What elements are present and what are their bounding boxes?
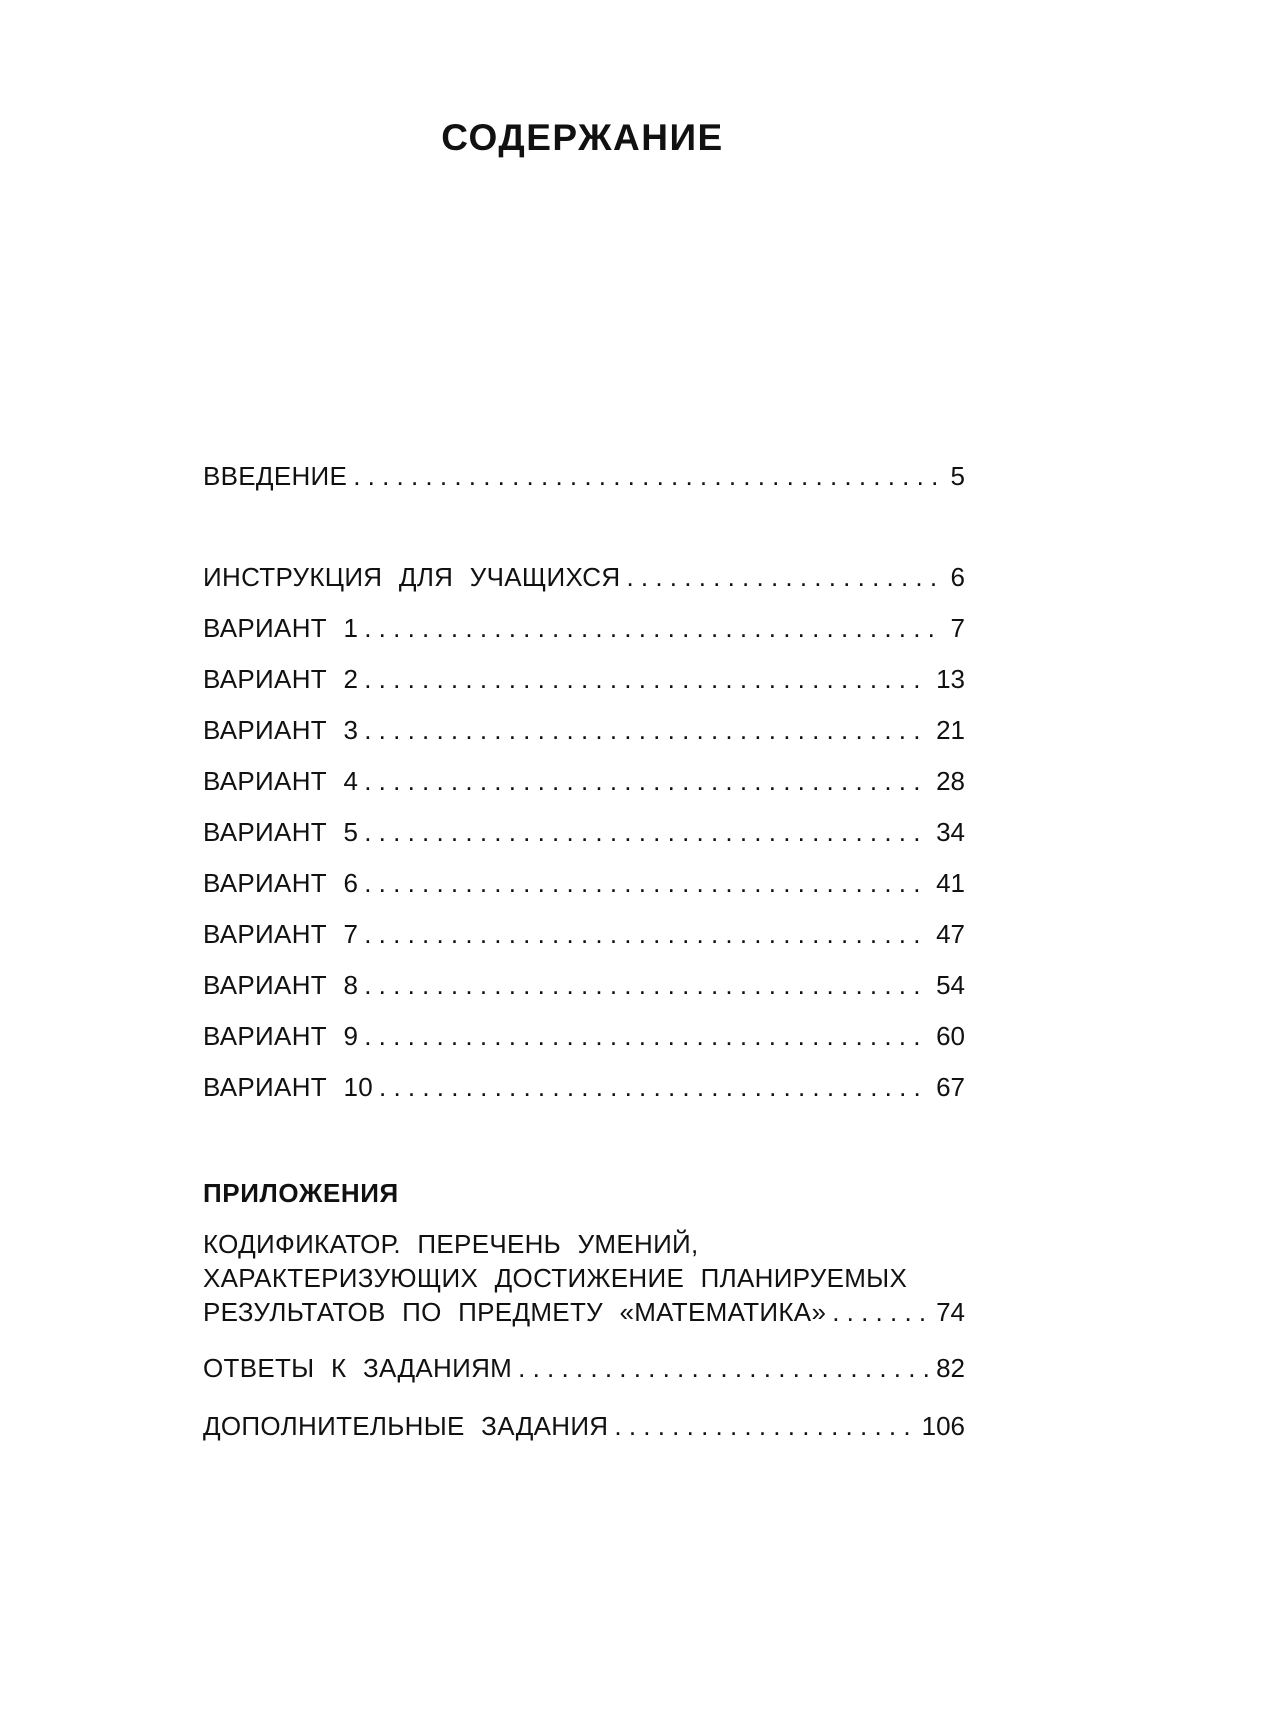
toc-entry-page: 28	[936, 766, 965, 796]
toc-entry-codifier[interactable]	[203, 1296, 965, 1328]
dot-leader	[358, 663, 930, 695]
toc-entry-codifier-line-1: КОДИФИКАТОР. ПЕРЕЧЕНЬ УМЕНИЙ,	[203, 1229, 699, 1259]
toc-entry-page: 47	[936, 919, 965, 949]
dot-leader	[512, 1352, 930, 1384]
toc-entry-label: ВАРИАНТ 7	[203, 919, 359, 949]
toc-entry-introduction[interactable]	[203, 460, 965, 492]
dot-leader	[358, 918, 930, 950]
toc-entry-page: 7	[950, 613, 965, 643]
toc-entry-label: РЕЗУЛЬТАТОВ ПО ПРЕДМЕТУ «МАТЕМАТИКА»	[203, 1297, 827, 1327]
toc-entry-additional-tasks[interactable]	[203, 1410, 965, 1442]
dot-leader	[347, 460, 937, 492]
toc-entry-variant-2[interactable]	[203, 663, 965, 695]
dot-leader	[373, 1071, 930, 1103]
toc-entry-page: 21	[936, 715, 965, 745]
toc-entry-variant-5[interactable]	[203, 816, 965, 848]
toc-entry-label: ВАРИАНТ 9	[203, 1021, 359, 1051]
toc-entry-label: ВАРИАНТ 1	[203, 613, 359, 643]
dot-leader	[358, 867, 930, 899]
toc-entry-label: ВАРИАНТ 6	[203, 868, 359, 898]
toc-entry-page: 5	[950, 461, 965, 491]
toc-entry-label: ВАРИАНТ 2	[203, 664, 359, 694]
toc-entry-page: 6	[950, 562, 965, 592]
toc-entry-page: 82	[936, 1353, 965, 1383]
toc-entry-variant-7[interactable]	[203, 918, 965, 950]
toc-entry-page: 41	[936, 868, 965, 898]
dot-leader	[620, 561, 937, 593]
toc-entry-variant-3[interactable]	[203, 714, 965, 746]
dot-leader	[358, 765, 930, 797]
toc-entry-page: 60	[936, 1021, 965, 1051]
toc-entry-variant-8[interactable]	[203, 969, 965, 1001]
toc-entry-label: ВАРИАНТ 5	[203, 817, 359, 847]
toc-entry-answers[interactable]	[203, 1352, 965, 1384]
toc-entry-label: ВАРИАНТ 8	[203, 970, 359, 1000]
dot-leader	[358, 816, 930, 848]
page-title: СОДЕРЖАНИЕ	[441, 117, 724, 158]
appendix-heading: ПРИЛОЖЕНИЯ	[203, 1178, 399, 1208]
toc-entry-variant-10[interactable]	[203, 1071, 965, 1103]
toc-entry-label: ИНСТРУКЦИЯ ДЛЯ УЧАЩИХСЯ	[203, 562, 621, 592]
toc-entry-label: ДОПОЛНИТЕЛЬНЫЕ ЗАДАНИЯ	[203, 1411, 609, 1441]
toc-entry-variant-4[interactable]	[203, 765, 965, 797]
dot-leader	[358, 714, 930, 746]
toc-entry-variant-1[interactable]	[203, 612, 965, 644]
toc-entry-label: ВАРИАНТ 4	[203, 766, 359, 796]
toc-entry-label: ВАРИАНТ 3	[203, 715, 359, 745]
toc-entry-page: 34	[936, 817, 965, 847]
toc-entry-page: 13	[936, 664, 965, 694]
toc-entry-variant-6[interactable]	[203, 867, 965, 899]
toc-entry-page: 74	[936, 1297, 965, 1327]
dot-leader	[358, 1020, 930, 1052]
toc-entry-codifier-line-2: ХАРАКТЕРИЗУЮЩИХ ДОСТИЖЕНИЕ ПЛАНИРУЕМЫХ	[203, 1263, 908, 1293]
toc-entry-instructions[interactable]	[203, 561, 965, 593]
toc-entry-page: 106	[921, 1411, 965, 1441]
dot-leader	[826, 1296, 930, 1328]
toc-entry-label: ВАРИАНТ 10	[203, 1072, 373, 1102]
toc-entry-variant-9[interactable]	[203, 1020, 965, 1052]
toc-entry-label: ВВЕДЕНИЕ	[203, 461, 348, 491]
dot-leader	[358, 969, 930, 1001]
toc-entry-page: 67	[936, 1072, 965, 1102]
toc-entry-page: 54	[936, 970, 965, 1000]
dot-leader	[358, 612, 937, 644]
toc-entry-label: ОТВЕТЫ К ЗАДАНИЯМ	[203, 1353, 513, 1383]
dot-leader	[608, 1410, 915, 1442]
